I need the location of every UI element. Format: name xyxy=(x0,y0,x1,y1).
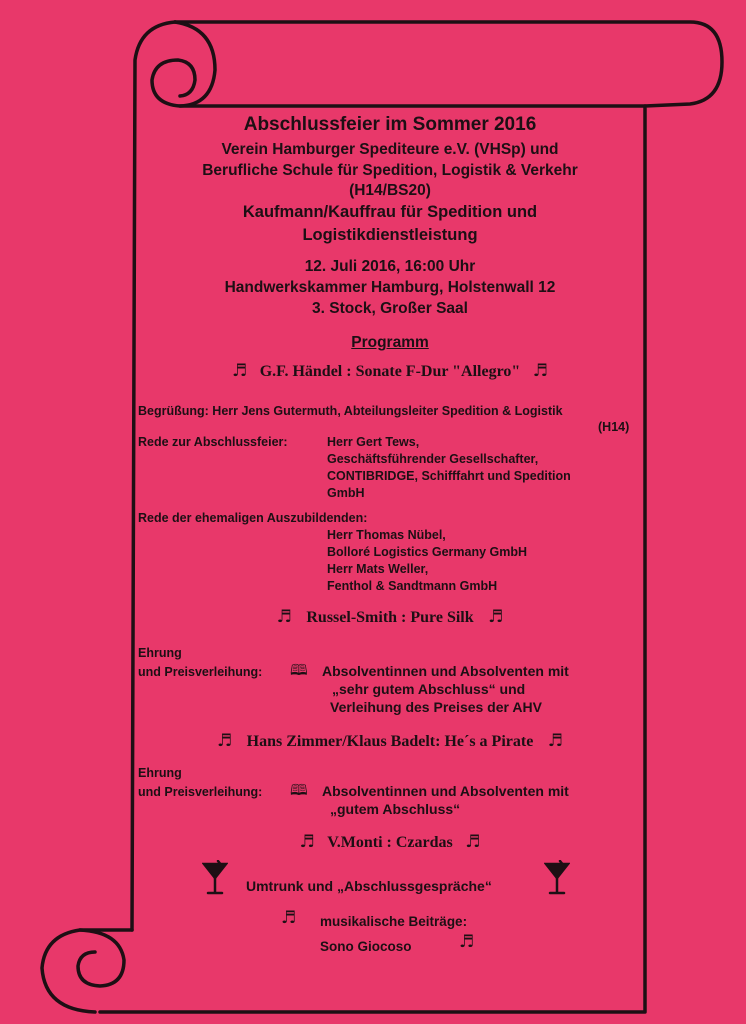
honor1-label-2: und Preisverleihung: xyxy=(138,665,263,679)
speech-line: GmbH xyxy=(327,486,365,500)
music-note-icon: ♬ xyxy=(532,361,548,381)
music-note-icon: ♬ xyxy=(488,607,504,627)
greeting-line: Begrüßung: Herr Jens Gutermuth, Abteilungsleiter Spedition & Logistik xyxy=(138,404,563,418)
music-note-icon: ♬ xyxy=(216,731,233,751)
book-icon: 🕮 xyxy=(290,781,308,799)
trainee-line: Herr Thomas Nübel, xyxy=(327,528,446,542)
trainee-speech-details xyxy=(327,527,637,595)
honor1-label-1: Ehrung xyxy=(138,646,182,660)
honor1-line: Absolventinnen und Absolventen mit xyxy=(322,663,569,679)
music-item-2 xyxy=(130,607,650,627)
trainee-speech-label: Rede der ehemaligen Auszubildenden: xyxy=(138,511,368,525)
music-note-icon: ♬ xyxy=(299,832,315,852)
music-note-icon: ♬ xyxy=(459,932,475,952)
music-note-icon: ♬ xyxy=(547,731,564,751)
trainee-line: Bolloré Logistics Germany GmbH xyxy=(327,545,528,559)
event-datetime: 12. Juli 2016, 16:00 Uhr xyxy=(304,258,476,275)
music-title-1: G.F. Händel : Sonate F-Dur "Allegro" xyxy=(259,363,521,380)
event-title: Abschlussfeier im Sommer 2016 xyxy=(243,114,537,135)
music-contrib-label: musikalische Beiträge: xyxy=(320,914,468,929)
honor1-line: „sehr gutem Abschluss“ und xyxy=(332,681,526,697)
music-title-3: Hans Zimmer/Klaus Badelt: He´s a Pirate xyxy=(246,733,534,750)
music-note-icon: ♬ xyxy=(465,832,481,852)
profession-line-1: Kaufmann/Kauffrau für Spedition und xyxy=(242,203,538,221)
music-note-icon: ♬ xyxy=(281,908,297,928)
honor2-label-2: und Preisverleihung: xyxy=(138,785,263,799)
drinks-text: Umtrunk und „Abschlussgespräche“ xyxy=(246,878,492,894)
speech-line: CONTIBRIDGE, Schifffahrt und Spedition xyxy=(327,469,571,483)
music-note-icon: ♬ xyxy=(276,607,292,627)
music-contrib-name: Sono Giocoso xyxy=(320,939,412,954)
music-title-2: Russel-Smith : Pure Silk xyxy=(306,609,474,626)
honor2-line: „gutem Abschluss“ xyxy=(330,801,461,817)
event-venue: Handwerkskammer Hamburg, Holstenwall 12 xyxy=(224,279,556,296)
cocktail-glass-icon xyxy=(202,860,228,896)
honor1-details xyxy=(322,662,622,716)
speech-line: Herr Gert Tews, xyxy=(327,435,420,449)
organizer-line-3: (H14/BS20) xyxy=(349,182,431,199)
cocktail-glass-icon xyxy=(544,860,570,896)
trainee-line: Fenthol & Sandtmann GmbH xyxy=(327,579,498,593)
organizer-line-1: Verein Hamburger Spediteure e.V. (VHSp) und xyxy=(221,141,559,158)
speech-line: Geschäftsführender Gesellschafter, xyxy=(327,452,539,466)
honor2-label-1: Ehrung xyxy=(138,766,182,780)
trainee-line: Herr Mats Weller, xyxy=(327,562,429,576)
music-note-icon: ♬ xyxy=(232,361,248,381)
speech-details xyxy=(327,434,637,502)
organizer-line-2: Berufliche Schule für Spedition, Logistik & Verkehr xyxy=(202,162,578,179)
greeting-suffix: (H14) xyxy=(598,420,630,434)
honor1-line: Verleihung des Preises der AHV xyxy=(330,699,542,715)
program-heading: Programm xyxy=(351,334,429,351)
book-icon: 🕮 xyxy=(290,661,308,679)
music-title-4: V.Monti : Czardas xyxy=(327,834,453,851)
honor2-line: Absolventinnen und Absolventen mit xyxy=(322,783,569,799)
speech-label: Rede zur Abschlussfeier: xyxy=(138,435,288,449)
music-item-3 xyxy=(130,731,650,751)
honor2-details xyxy=(322,782,622,818)
music-item-4 xyxy=(130,832,650,852)
profession-line-2: Logistikdienstleistung xyxy=(302,226,478,244)
music-item-1 xyxy=(130,361,650,381)
event-room: 3. Stock, Großer Saal xyxy=(312,300,468,317)
